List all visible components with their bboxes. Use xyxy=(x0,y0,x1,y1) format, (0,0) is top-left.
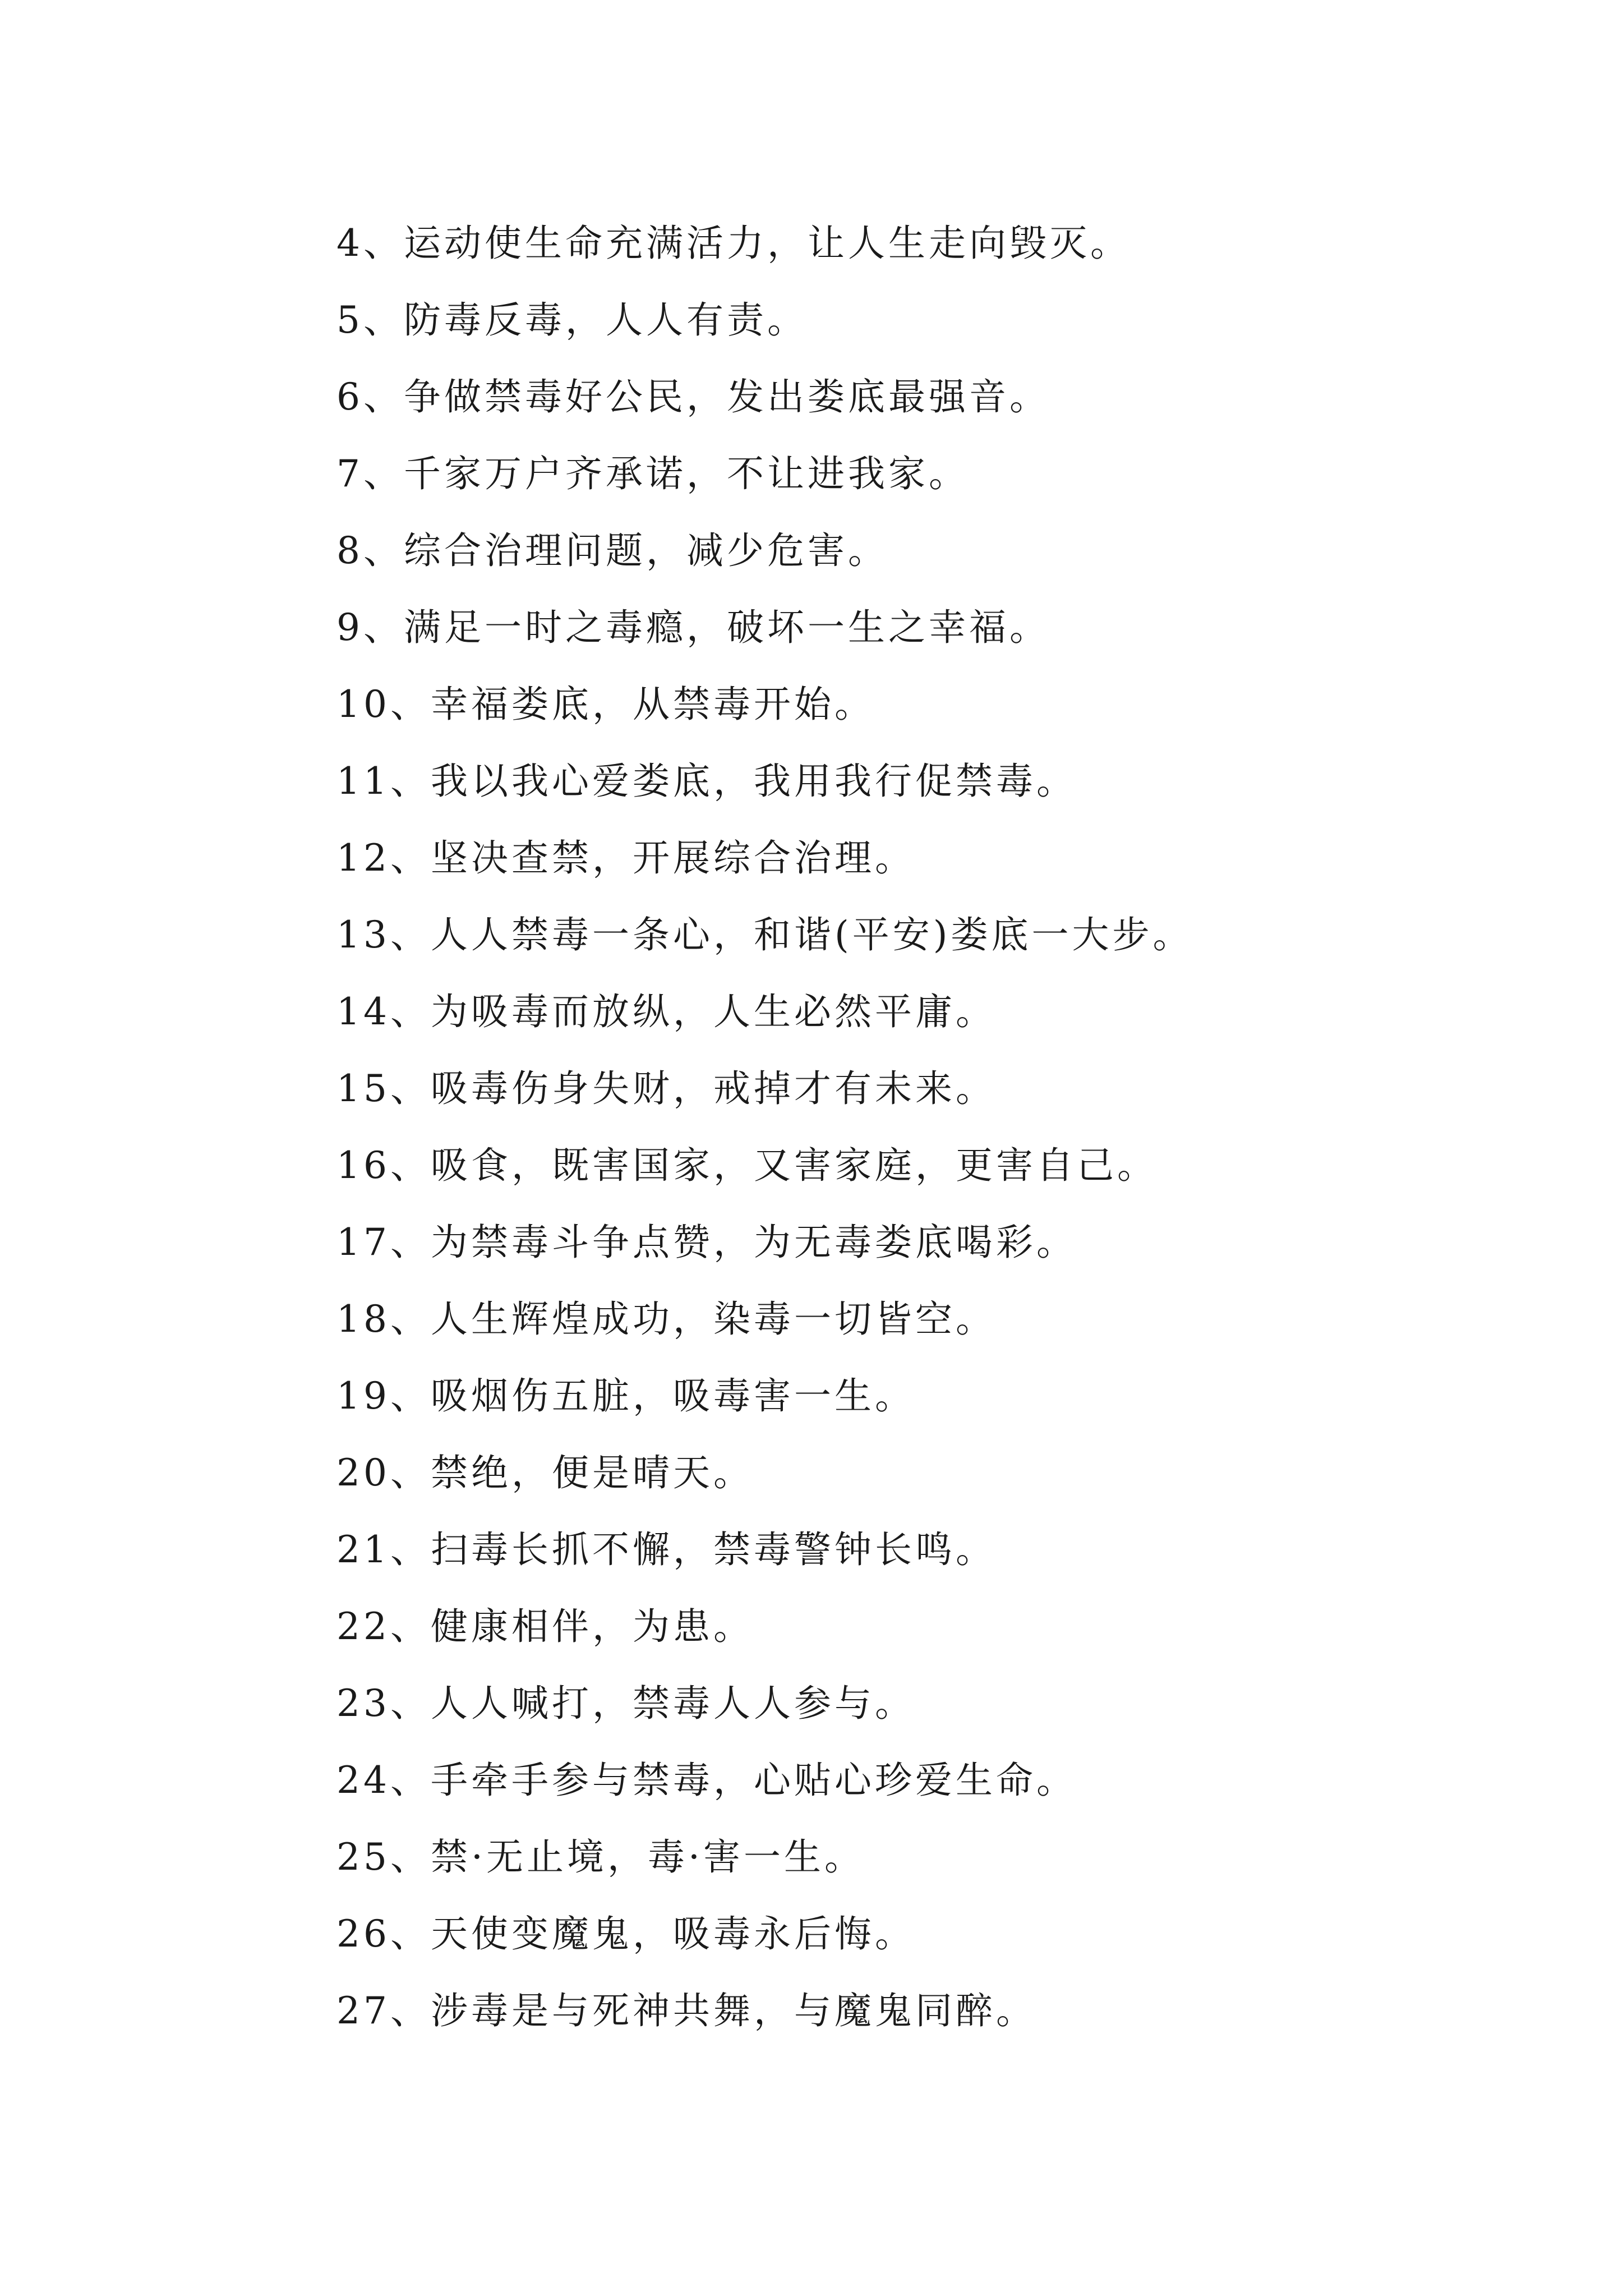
slogan-line-4: 4、运动使生命充满活力，让人生走向毁灭。 xyxy=(336,222,1131,265)
slogan-line-23: 23、人人喊打，禁毒人人参与。 xyxy=(336,1682,915,1725)
slogan-line-21: 21、扫毒长抓不懈，禁毒警钟长鸣。 xyxy=(336,1528,996,1571)
slogan-line-27: 27、涉毒是与死神共舞，与魔鬼同醉。 xyxy=(336,1989,1036,2032)
slogan-line-13: 13、人人禁毒一条心，和谐(平安)娄底一大步。 xyxy=(336,913,1193,956)
slogan-line-9: 9、满足一时之毒瘾，破坏一生之幸福。 xyxy=(336,606,1050,649)
slogan-line-11: 11、我以我心爱娄底，我用我行促禁毒。 xyxy=(336,760,1077,803)
slogan-line-18: 18、人生辉煌成功，染毒一切皆空。 xyxy=(336,1297,996,1341)
slogan-line-16: 16、吸食，既害国家，又害家庭，更害自己。 xyxy=(336,1144,1158,1187)
slogan-line-26: 26、天使变魔鬼，吸毒永后悔。 xyxy=(336,1912,915,1955)
slogan-line-17: 17、为禁毒斗争点赞，为无毒娄底喝彩。 xyxy=(336,1221,1077,1264)
slogan-line-5: 5、防毒反毒，人人有责。 xyxy=(336,298,808,342)
slogan-line-19: 19、吸烟伤五脏，吸毒害一生。 xyxy=(336,1374,915,1418)
slogan-line-20: 20、禁绝，便是晴天。 xyxy=(336,1451,754,1494)
slogan-line-8: 8、综合治理问题，减少危害。 xyxy=(336,529,888,572)
slogan-line-24: 24、手牵手参与禁毒，心贴心珍爱生命。 xyxy=(336,1759,1077,1802)
slogan-line-14: 14、为吸毒而放纵，人生必然平庸。 xyxy=(336,990,996,1033)
slogan-line-6: 6、争做禁毒好公民，发出娄底最强音。 xyxy=(336,375,1050,418)
slogan-line-25: 25、禁·无止境，毒·害一生。 xyxy=(336,1835,865,1879)
slogan-list xyxy=(336,216,1193,2060)
slogan-line-7: 7、千家万户齐承诺，不让进我家。 xyxy=(336,452,969,495)
slogan-line-12: 12、坚决查禁，开展综合治理。 xyxy=(336,836,915,880)
slogan-line-22: 22、健康相伴，为患。 xyxy=(336,1605,754,1648)
slogan-line-10: 10、幸福娄底，从禁毒开始。 xyxy=(336,683,875,726)
slogan-line-15: 15、吸毒伤身失财，戒掉才有未来。 xyxy=(336,1067,996,1110)
